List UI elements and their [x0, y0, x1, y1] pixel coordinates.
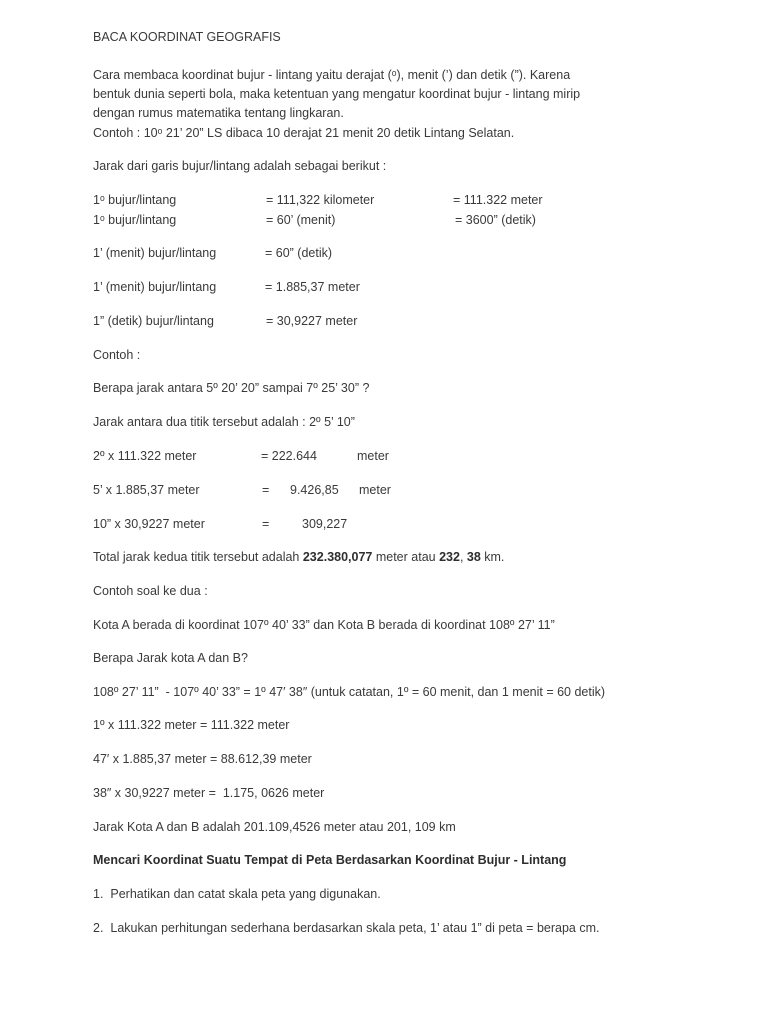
total-km-whole: 232	[439, 550, 460, 564]
conv-label: 1’ (menit) bujur/lintang	[93, 246, 217, 260]
question-1-difference: Jarak antara dua titik tersebut adalah : 2º 5’ 10”	[93, 415, 355, 429]
conv-value: = 60’ (menit)	[266, 213, 336, 227]
contoh-label: Contoh :	[93, 348, 141, 362]
conv-label: 1ᵒ bujur/lintang	[93, 193, 177, 207]
conv-value: = 60” (detik)	[265, 246, 333, 260]
list-item: 2. Lakukan perhitungan sederhana berdasarkan skala peta, 1’ atau 1” di peta = berapa cm.	[93, 921, 600, 935]
calc-equals: =	[262, 483, 270, 497]
intro-line-3: dengan rumus matematika tentang lingkaran.	[93, 106, 344, 120]
total-text: Total jarak kedua titik tersebut adalah	[93, 550, 303, 564]
calc-result: 309,227	[302, 517, 348, 531]
total-text: meter atau	[372, 550, 440, 564]
intro-line-4: Contoh : 10ᵒ 21’ 20” LS dibaca 10 derajat 21 menit 20 detik Lintang Selatan.	[93, 126, 515, 140]
jarak-intro: Jarak dari garis bujur/lintang adalah sebagai berikut :	[93, 159, 387, 173]
section-heading: Mencari Koordinat Suatu Tempat di Peta Berdasarkan Koordinat Bujur - Lintang	[93, 853, 567, 867]
conv-value: = 30,9227 meter	[266, 314, 358, 328]
calc-unit: meter	[357, 449, 389, 463]
calc-unit: meter	[359, 483, 391, 497]
question-2-calc-1: 1º x 111.322 meter = 111.322 meter	[93, 718, 290, 732]
calc-equals: =	[262, 517, 270, 531]
conv-value: = 3600” (detik)	[455, 213, 536, 227]
intro-line-1: Cara membaca koordinat bujur - lintang yaitu derajat (ᵒ), menit (’) dan detik (”). Karena	[93, 68, 571, 82]
calc-term: 10” x 30,9227 meter	[93, 517, 205, 531]
conv-label: 1” (detik) bujur/lintang	[93, 314, 214, 328]
total-distance	[93, 548, 504, 567]
total-text: km.	[480, 550, 505, 564]
calc-term: 5’ x 1.885,37 meter	[93, 483, 200, 497]
conv-label: 1ᵒ bujur/lintang	[93, 213, 177, 227]
total-km-fraction: 38	[466, 550, 481, 564]
contoh2-label: Contoh soal ke dua :	[93, 584, 208, 598]
calc-term: 2º x 111.322 meter	[93, 449, 197, 463]
list-item: 1. Perhatikan dan catat skala peta yang digunakan.	[93, 887, 381, 901]
calc-result: = 222.644	[261, 449, 317, 463]
intro-line-2: bentuk dunia seperti bola, maka ketentuan yang mengatur koordinat bujur - lintang mirip	[93, 87, 581, 101]
question-2-result: Jarak Kota A dan B adalah 201.109,4526 meter atau 201, 109 km	[93, 820, 456, 834]
conv-value: = 1.885,37 meter	[265, 280, 360, 294]
calc-result: 9.426,85	[290, 483, 339, 497]
question-2-calc-3: 38″ x 30,9227 meter = 1.175, 0626 meter	[93, 786, 325, 800]
conv-label: 1’ (menit) bujur/lintang	[93, 280, 217, 294]
question-2: Kota A berada di koordinat 107º 40’ 33” dan Kota B berada di koordinat 108º 27’ 11”	[93, 618, 555, 632]
total-meters: 232.380,077	[302, 550, 373, 564]
conv-value: = 111.322 meter	[453, 193, 543, 207]
question-2-ask: Berapa Jarak kota A dan B?	[93, 651, 248, 665]
conv-value: = 111,322 kilometer	[266, 193, 375, 207]
question-1: Berapa jarak antara 5º 20’ 20” sampai 7º 25’ 30” ?	[93, 381, 370, 395]
question-2-difference: 108º 27’ 11” - 107º 40’ 33” = 1º 47′ 38″ (untuk catatan, 1º = 60 menit, dan 1 menit = 60 detik)	[93, 685, 606, 699]
total-text: ,	[459, 550, 467, 564]
page-title: BACA KOORDINAT GEOGRAFIS	[93, 30, 281, 44]
question-2-calc-2: 47′ x 1.885,37 meter = 88.612,39 meter	[93, 752, 312, 766]
